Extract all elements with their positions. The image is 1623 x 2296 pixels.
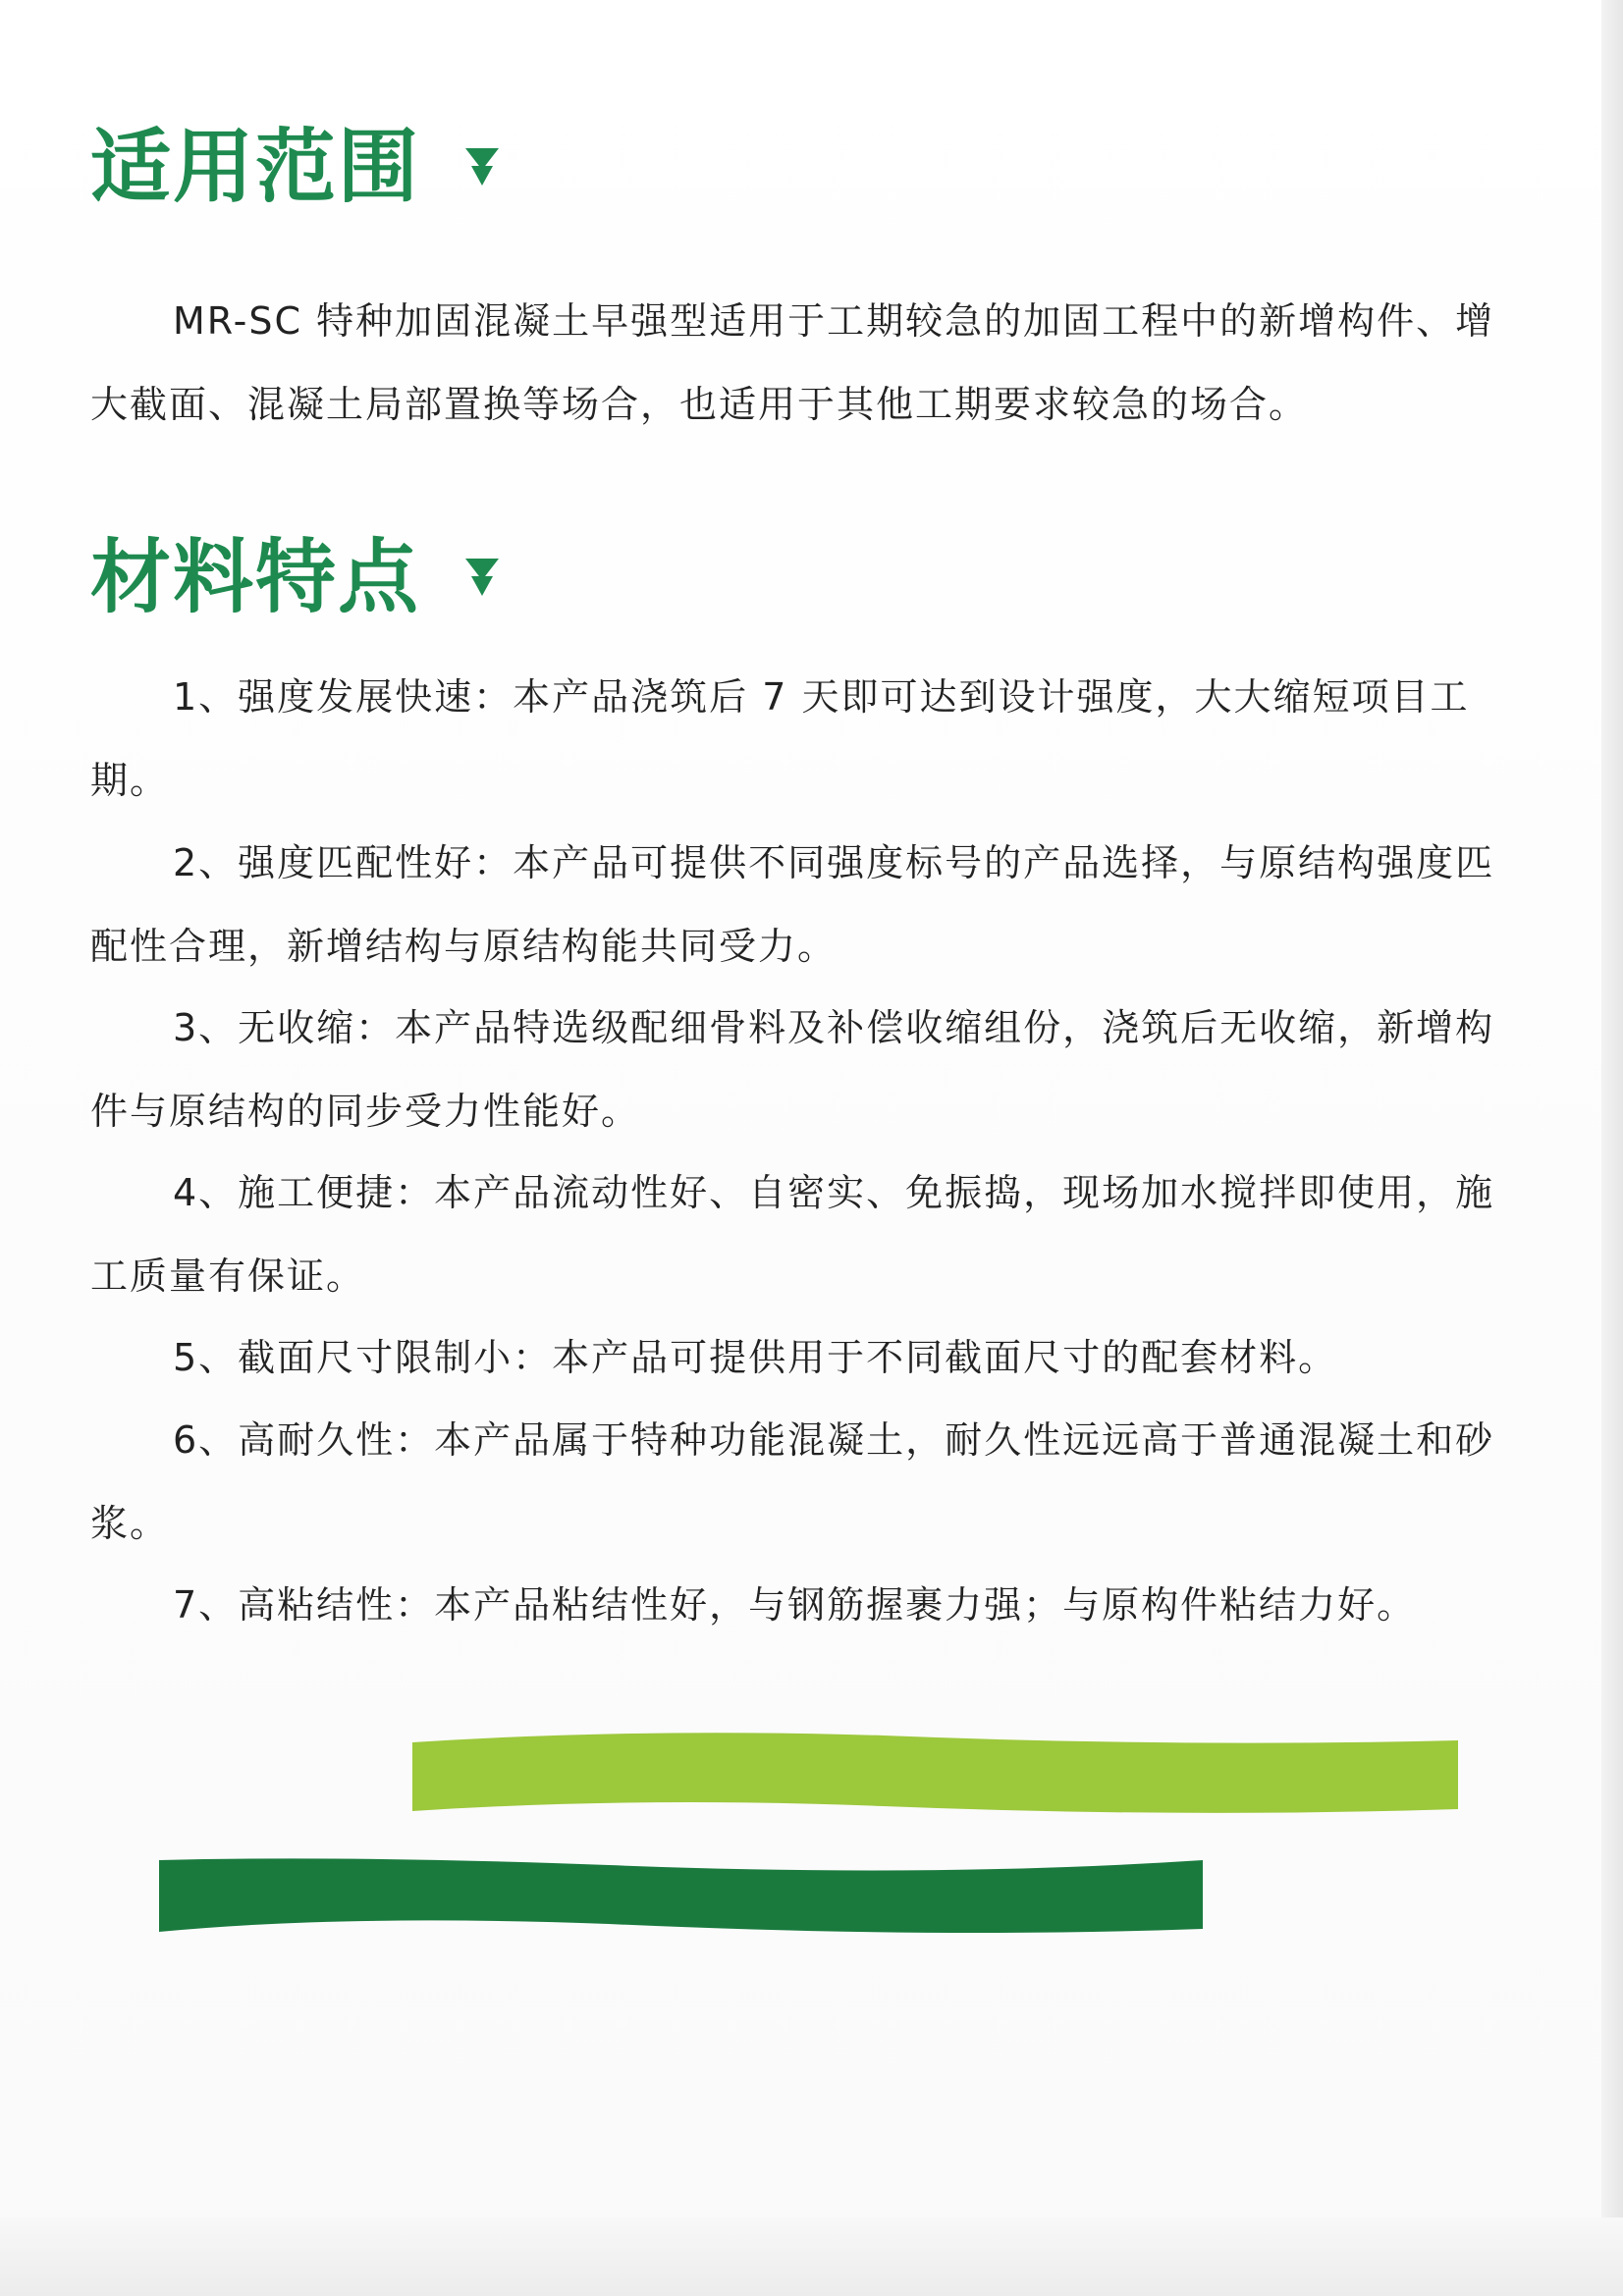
feature-item: 5、截面尺寸限制小：本产品可提供用于不同截面尺寸的配套材料。 — [173, 1336, 1338, 1379]
feature-item: 2、强度匹配性好：本产品可提供不同强度标号的产品选择，与原结构强度匹配性合理，新增结构与原结构能共同受力。 — [90, 841, 1495, 968]
feature-item: 4、施工便捷：本产品流动性好、自密实、免振捣，现场加水搅拌即使用，施工质量有保证。 — [90, 1171, 1495, 1298]
feature-item: 1、强度发展快速：本产品浇筑后 7 天即可达到设计强度，大大缩短项目工期。 — [90, 675, 1470, 802]
section-title-scope: 适用范围 — [90, 121, 421, 214]
feature-item: 7、高粘结性：本产品粘结性好，与钢筋握裹力强；与原构件粘结力好。 — [173, 1583, 1417, 1627]
feature-item: 6、高耐久性：本产品属于特种功能混凝土，耐久性远远高于普通混凝土和砂浆。 — [90, 1418, 1495, 1545]
light-green-stripe — [412, 1733, 1458, 1813]
section-title-features: 材料特点 — [90, 531, 421, 624]
dark-green-stripe — [159, 1858, 1203, 1933]
feature-item: 3、无收缩：本产品特选级配细骨料及补偿收缩组份，浇筑后无收缩，新增构件与原结构的同步受力性能好。 — [90, 1006, 1495, 1133]
scope-paragraph: MR-SC 特种加固混凝土早强型适用于工期较急的加固工程中的新增构件、增大截面、混凝土局部置换等场合，也适用于其他工期要求较急的场合。 — [90, 299, 1495, 426]
